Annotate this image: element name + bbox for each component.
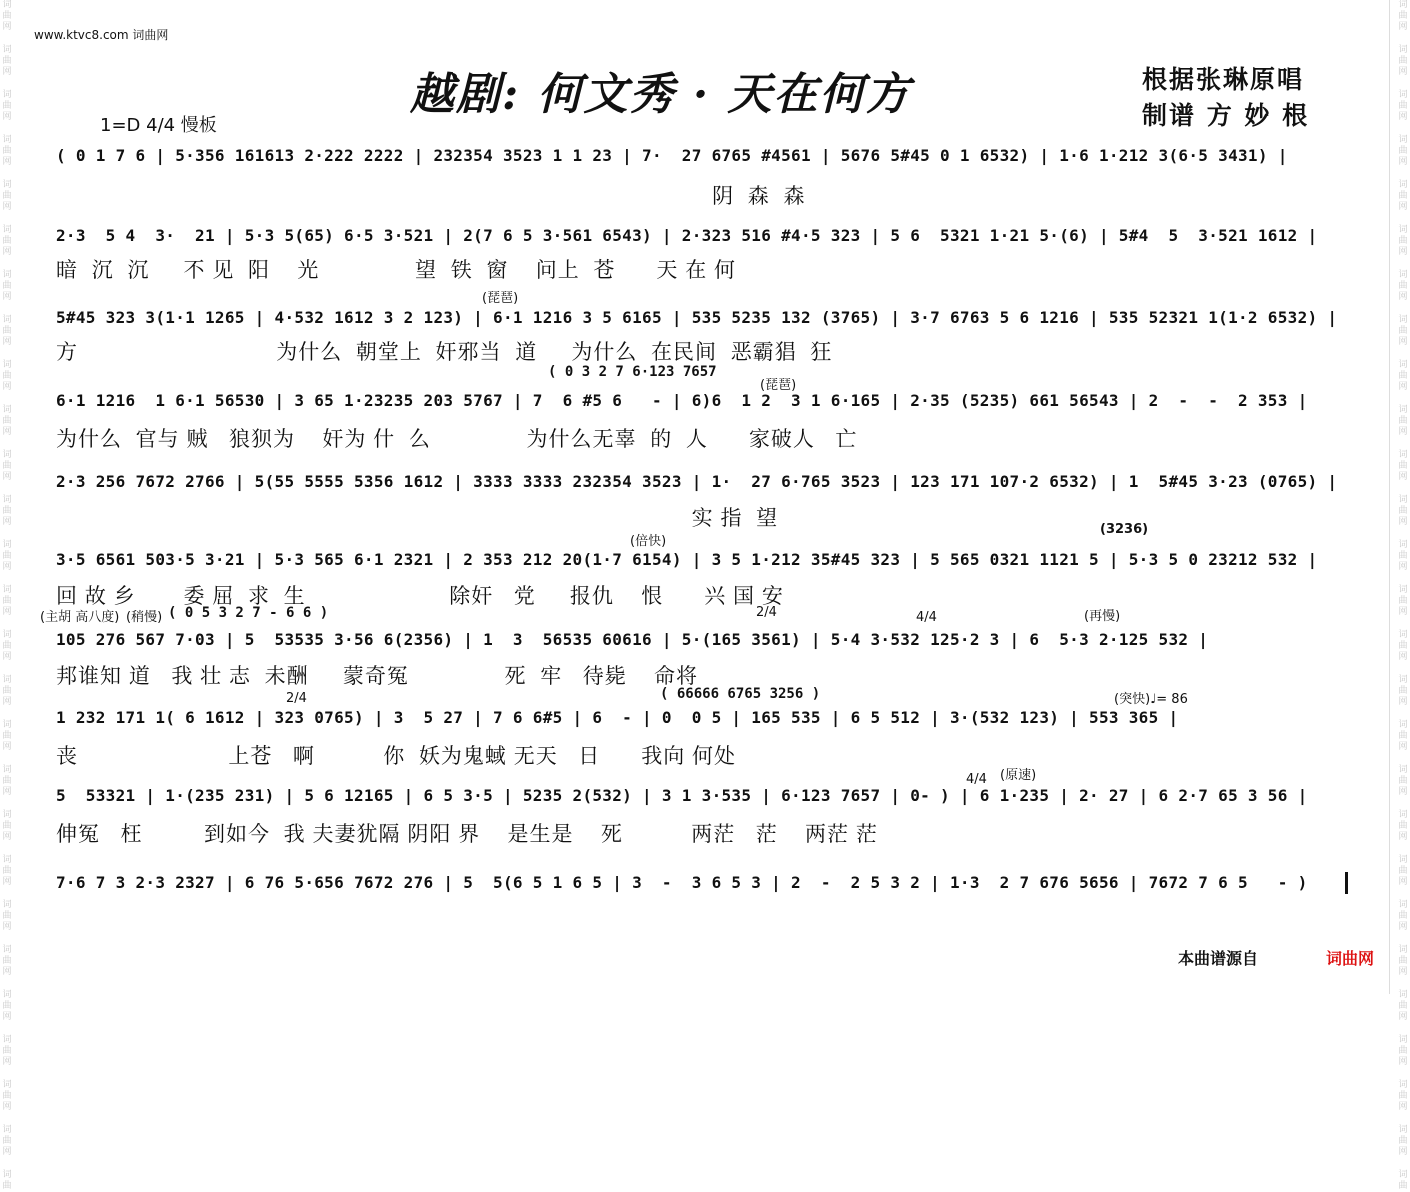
watermark-char: 词 [1398,540,1408,550]
watermark-char: 曲 [2,596,12,606]
watermark-right [1396,0,1410,1191]
lyrics-row: 为什么 官与 贼 狼狈为 奸为 什 么 为什么无辜 的 人 家破人 亡 [56,428,858,451]
watermark-char: 网 [2,247,12,257]
watermark-char: 曲 [1398,551,1408,561]
watermark-char: 网 [2,832,12,842]
watermark-char: 词 [1398,675,1408,685]
watermark-char: 曲 [1398,191,1408,201]
watermark-char: 曲 [1398,911,1408,921]
watermark-char: 网 [1398,922,1408,932]
watermark-char: 网 [2,652,12,662]
watermark-char: 网 [1398,1057,1408,1067]
watermark-char: 曲 [2,776,12,786]
watermark-char: 曲 [2,281,12,291]
watermark-char: 曲 [1398,506,1408,516]
watermark-char: 网 [1398,517,1408,527]
watermark-char: 曲 [2,416,12,426]
lyrics-row: 实 指 望 [56,507,779,530]
lyrics-row: 暗 沉 沉 不 见 阳 光 望 铁 窗 问上 苍 天 在 何 [56,259,737,282]
watermark-char: 网 [2,22,12,32]
watermark-char: 网 [2,607,12,617]
lyrics-row: 阴 森 森 [56,185,806,208]
time-signature: 4/4 [966,772,987,787]
notation-row: 6·1 1216 1 6·1 56530 | 3 65 1·23235 203 5767 | 7 6 #5 6 - | 6)6 1 2 3 1 6·165 | 2·35 (5235) 661 56543 | 2 - - 2 353 | [56,391,1308,410]
watermark-char: 曲 [1398,956,1408,966]
watermark-char: 曲 [2,686,12,696]
watermark-char: 网 [1398,157,1408,167]
annotation-subline: ( 0 3 2 7 6·123 7657 [548,364,717,380]
watermark-char: 网 [2,922,12,932]
lyrics-row: 邦谁知 道 我 壮 志 未酬 蒙奇冤 死 牢 待毙 命将 [56,665,699,688]
watermark-char: 词 [1398,945,1408,955]
watermark-char: 网 [2,517,12,527]
watermark-char: 曲 [2,1136,12,1146]
watermark-char: 网 [1398,1147,1408,1157]
watermark-char: 曲 [2,191,12,201]
watermark-char: 词 [2,585,12,595]
watermark-char: 网 [1398,742,1408,752]
watermark-char: 曲 [1398,776,1408,786]
watermark-char: 词 [2,360,12,370]
watermark-char: 词 [1398,630,1408,640]
watermark-char: 曲 [2,731,12,741]
notation-row: 2·3 256 7672 2766 | 5(55 5555 5356 1612 | 3333 3333 232354 3523 | 1· 27 6·765 3523 | 123 171 107·2 6532) | 1 5#45 3·23 (0765) | [56,472,1338,491]
watermark-char: 词 [2,900,12,910]
watermark-char: 网 [2,877,12,887]
watermark-char: 曲 [2,1046,12,1056]
watermark-char: 词 [1398,180,1408,190]
watermark-char: 曲 [2,956,12,966]
watermark-char: 网 [2,697,12,707]
annotation-subline: ( 66666 6765 3256 ) [660,686,821,702]
watermark-char: 网 [2,1102,12,1112]
watermark-char: 网 [2,1147,12,1157]
annotation-subline: ( 0 5 3 2 7 - 6 6 ) [168,605,329,621]
notation-row: 105 276 567 7·03 | 5 53535 3·56 6(2356) | 1 3 56535 60616 | 5·(165 3561) | 5·4 3·532 125·2 3 | 6 5·3 2·125 532 | [56,630,1209,649]
watermark-char: 词 [2,990,12,1000]
watermark-char: 词 [2,540,12,550]
watermark-char: 曲 [1398,101,1408,111]
watermark-char: 曲 [2,1001,12,1011]
site-url[interactable]: www.ktvc8.com 词曲网 [34,28,169,42]
watermark-char: 词 [2,90,12,100]
watermark-char: 网 [2,787,12,797]
watermark-char: 曲 [1398,1181,1408,1191]
lyrics-row: 伸冤 枉 到如今 我 夫妻犹隔 阴阳 界 是生是 死 两茫 茫 两茫 茫 [56,823,878,846]
watermark-char: 曲 [2,641,12,651]
watermark-char: 曲 [1398,461,1408,471]
watermark-char: 网 [1398,697,1408,707]
watermark-char: 词 [1398,315,1408,325]
time-signature: 2/4 [756,605,777,620]
watermark-char: 网 [1398,652,1408,662]
watermark-char: 网 [1398,22,1408,32]
watermark-char: 词 [1398,45,1408,55]
watermark-char: 网 [1398,1102,1408,1112]
watermark-char: 曲 [2,146,12,156]
annotation-erhu: (主胡 高八度) [40,610,120,625]
watermark-char: 词 [1398,1170,1408,1180]
watermark-char: 曲 [2,911,12,921]
watermark-char: 词 [2,1080,12,1090]
watermark-char: 网 [1398,382,1408,392]
annotation-pipa: (琵琶) [760,378,797,393]
watermark-char: 网 [2,742,12,752]
credit-original-singer: 根据张琳原唱 [1142,65,1305,94]
watermark-char: 网 [1398,67,1408,77]
watermark-char: 词 [2,945,12,955]
watermark-char: 曲 [1398,731,1408,741]
watermark-char: 曲 [1398,821,1408,831]
watermark-char: 曲 [1398,1136,1408,1146]
watermark-char: 曲 [1398,281,1408,291]
time-signature: 4/4 [916,610,937,625]
notation-row: 5#45 323 3(1·1 1265 | 4·532 1612 3 2 123) | 6·1 1216 3 5 6165 | 535 5235 132 (3765) | 3·7 6763 5 6 1216 | 535 52321 1(1·2 6532) | [56,308,1338,327]
annotation-pipa: (琵琶) [482,291,519,306]
watermark-char: 词 [1398,270,1408,280]
watermark-char: 网 [1398,427,1408,437]
watermark-char: 词 [2,405,12,415]
watermark-char: 词 [2,810,12,820]
watermark-char: 曲 [2,11,12,21]
watermark-char: 词 [1398,0,1408,10]
watermark-char: 网 [2,67,12,77]
watermark-char: 曲 [2,101,12,111]
notation-row: 1 232 171 1( 6 1612 | 323 0765) | 3 5 27 | 7 6 6#5 | 6 - | 0 0 5 | 165 535 | 6 5 512 | 3·(532 123) | 553 365 | [56,708,1179,727]
watermark-char: 网 [1398,337,1408,347]
watermark-char: 曲 [2,1181,12,1191]
watermark-char: 网 [1398,787,1408,797]
notation-row: 7·6 7 3 2·3 2327 | 6 76 5·656 7672 276 | 5 5(6 5 1 6 5 | 3 - 3 6 5 3 | 2 - 2 5 3 2 | 1·3 2 7 676 5656 | 7672 7 6 5 - ) [56,873,1308,892]
notation-row: 5 53321 | 1·(235 231) | 5 6 12165 | 6 5 3·5 | 5235 2(532) | 3 1 3·535 | 6·123 7657 | 0- ) | 6 1·235 | 2· 27 | 6 2·7 65 3 56 | [56,786,1308,805]
watermark-char: 网 [2,1012,12,1022]
watermark-char: 词 [2,450,12,460]
watermark-char: 词 [2,180,12,190]
watermark-char: 曲 [1398,416,1408,426]
watermark-char: 网 [2,157,12,167]
watermark-char: 网 [1398,472,1408,482]
watermark-char: 网 [2,337,12,347]
watermark-char: 词 [2,270,12,280]
watermark-char: 网 [1398,292,1408,302]
watermark-char: 词 [2,1125,12,1135]
watermark-char: 网 [2,292,12,302]
watermark-char: 网 [1398,562,1408,572]
watermark-char: 词 [1398,1080,1408,1090]
watermark-char: 词 [1398,225,1408,235]
annotation-slower-again: (再慢) [1084,609,1121,624]
watermark-char: 网 [1398,202,1408,212]
watermark-char: 词 [2,1170,12,1180]
page-title: 越剧: 何文秀 · 天在何方 [410,69,912,120]
final-barline [1345,872,1348,894]
watermark-char: 曲 [1398,596,1408,606]
watermark-char: 词 [2,315,12,325]
watermark-char: 曲 [1398,641,1408,651]
watermark-char: 曲 [1398,146,1408,156]
notation-row: 2·3 5 4 3· 21 | 5·3 5(65) 6·5 3·521 | 2(7 6 5 3·561 6543) | 2·323 516 #4·5 323 | 5 6 5321 1·21 5·(6) | 5#4 5 3·521 1612 | [56,226,1318,245]
watermark-char: 网 [2,382,12,392]
watermark-char: 曲 [1398,11,1408,21]
watermark-char: 词 [1398,720,1408,730]
watermark-char: 词 [1398,90,1408,100]
watermark-char: 词 [1398,900,1408,910]
watermark-char: 词 [2,495,12,505]
watermark-char: 曲 [1398,236,1408,246]
watermark-char: 词 [1398,765,1408,775]
watermark-left [0,0,14,1191]
source-label: 本曲谱源自 [1178,949,1259,968]
watermark-char: 词 [1398,405,1408,415]
watermark-char: 词 [2,0,12,10]
watermark-char: 网 [1398,607,1408,617]
lyrics-row: 方 为什么 朝堂上 奸邪当 道 为什么 在民间 恶霸猖 狂 [56,341,833,364]
time-signature: 2/4 [286,691,307,706]
watermark-char: 网 [2,562,12,572]
annotation-subline: (3236) [1100,522,1149,537]
watermark-char: 网 [2,202,12,212]
lyrics-row: 丧 上苍 啊 你 妖为鬼蜮 无天 日 我向 何处 [56,745,737,768]
annotation-double-speed: (倍快) [630,534,667,549]
watermark-char: 网 [1398,1012,1408,1022]
annotation-original-tempo: (原速) [1000,768,1037,783]
annotation-sudden-fast: (突快)♩= 86 [1114,692,1188,707]
watermark-char: 词 [2,630,12,640]
key-signature: 1=D 4/4 慢板 [100,115,217,136]
credit-transcriber: 制谱 方 妙 根 [1142,101,1310,130]
watermark-char: 曲 [1398,1001,1408,1011]
watermark-char: 曲 [1398,371,1408,381]
lyrics-row: 回 故 乡 委 屈 求 生 除奸 党 报仇 恨 兴 国 安 [56,585,784,608]
watermark-char: 词 [2,675,12,685]
watermark-char: 网 [1398,832,1408,842]
watermark-char: 词 [1398,450,1408,460]
watermark-char: 曲 [2,56,12,66]
watermark-char: 曲 [1398,56,1408,66]
watermark-char: 曲 [2,461,12,471]
watermark-char: 网 [2,427,12,437]
watermark-char: 网 [1398,877,1408,887]
watermark-char: 网 [1398,247,1408,257]
watermark-char: 网 [2,112,12,122]
watermark-char: 网 [2,1057,12,1067]
watermark-char: 曲 [1398,686,1408,696]
watermark-char: 词 [1398,855,1408,865]
watermark-char: 网 [1398,112,1408,122]
watermark-char: 曲 [2,866,12,876]
watermark-char: 曲 [2,821,12,831]
watermark-char: 词 [1398,585,1408,595]
watermark-char: 曲 [1398,866,1408,876]
watermark-char: 词 [2,45,12,55]
watermark-char: 曲 [2,1091,12,1101]
watermark-char: 网 [1398,967,1408,977]
watermark-char: 词 [1398,810,1408,820]
watermark-char: 曲 [1398,1091,1408,1101]
annotation-slightly-slower: (稍慢) [126,610,163,625]
watermark-char: 词 [2,720,12,730]
watermark-char: 词 [2,225,12,235]
watermark-char: 词 [1398,135,1408,145]
watermark-char: 词 [1398,990,1408,1000]
page-edge-rule [1389,0,1390,994]
watermark-char: 曲 [2,326,12,336]
watermark-char: 网 [2,472,12,482]
notation-row: ( 0 1 7 6 | 5·356 161613 2·222 2222 | 232354 3523 1 1 23 | 7· 27 6765 #4561 | 5676 5#45 0 1 6532) | 1·6 1·212 3(6·5 3431) | [56,146,1288,165]
watermark-char: 词 [1398,1035,1408,1045]
watermark-char: 词 [1398,360,1408,370]
watermark-char: 曲 [2,551,12,561]
notation-row: 3·5 6561 503·5 3·21 | 5·3 565 6·1 2321 | 2 353 212 20(1·7 6154) | 3 5 1·212 35#45 323 | 5 565 0321 1121 5 | 5·3 5 0 23212 532 | [56,550,1318,569]
watermark-char: 词 [1398,1125,1408,1135]
watermark-char: 词 [2,765,12,775]
watermark-char: 网 [2,967,12,977]
site-logo[interactable]: 词曲网 [1326,949,1375,968]
watermark-char: 曲 [1398,1046,1408,1056]
watermark-char: 曲 [1398,326,1408,336]
watermark-char: 词 [2,135,12,145]
watermark-char: 词 [1398,495,1408,505]
watermark-char: 词 [2,855,12,865]
watermark-char: 词 [2,1035,12,1045]
watermark-char: 曲 [2,236,12,246]
watermark-char: 曲 [2,371,12,381]
watermark-char: 曲 [2,506,12,516]
